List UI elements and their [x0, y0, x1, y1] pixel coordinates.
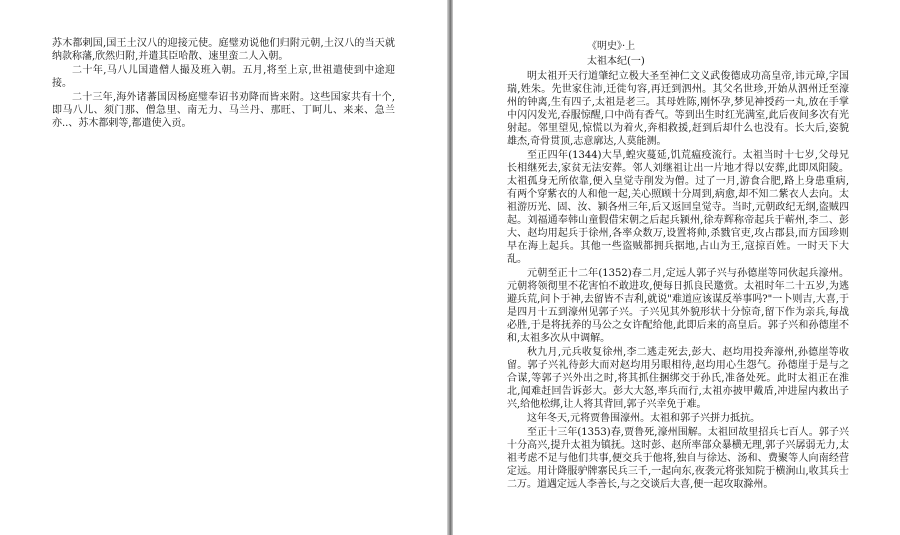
book-title: 《明史》·上	[587, 41, 636, 52]
right-paragraph-6: 至正十三年(1353)春,贾鲁死,濠州围解。太祖回故里招兵七百人。郭子兴十分高兴,提升太祖为镇抚。这时彭、赵所率部众暴横无理,郭子兴孱弱无力,太祖考虑不足与他们共事,便交兵于他将,独自与徐达、汤和、费聚等人向南经营定远。用计降服驴牌寨民兵三千,一起向东,夜袭元将张知院于横涧山,收其兵士二万。道遇定远人李善长,与之交谈后大喜,便一起攻取滁州。	[507, 427, 849, 490]
left-paragraph-3: 二十三年,海外诸蕃国因杨庭璧奉诏书劝降而皆来附。这些国家共有十个,即马八儿、须门那、僧急里、南无力、马兰丹、那旺、丁呵儿、来来、急兰亦..、苏木都剌等,都遣使入贡。	[52, 92, 395, 129]
right-paragraph-1: 明太祖开天行道肇纪立极大圣至神仁文义武俊德成功高皇帝,讳元璋,字国瑞,姓朱。先世家住沛,迁徙句容,再迁到泗州。其父名世珍,开始从泗州迁至濠州的钟离,生有四子,太祖是老三。其母姓陈,刚怀孕,梦见神授药一丸,放在手掌中闪闪发光,吞服惊醒,口中尚有香气。等到出生时红光满室,此后夜间多次有光射起。邻里望见,惊慌以为着火,奔相救援,赶到后却什么也没有。长大后,姿貌雄杰,奇骨贯顶,志意廓达,人莫能测。	[507, 71, 849, 147]
right-paragraph-5: 这年冬天,元将贾鲁围濠州。太祖和郭子兴拼力抵抗。	[527, 413, 761, 424]
chapter-title: 太祖本纪(一)	[587, 56, 645, 67]
right-paragraph-2: 至正四年(1344)大旱,蝗灾蔓延,饥荒瘟疫流行。太祖当时十七岁,父母兄长相继死去,家贫无法安葬。邻人刘继祖让出一片地才得以安葬,此即凤阳陵。太祖孤身无所依靠,便入皇觉寺削发为僧。过了一月,游食合肥,路上身患重病,有两个穿紫衣的人和他一起,关心照顾十分周到,病愈,却不知二紫衣人去向。太祖游历光、固、汝、颍各州三年,后又返回皇觉寺。当时,元朝政纪无纲,盗贼四起。刘福通奉韩山童假借宋朝之后起兵颍州,徐寿辉称帝起兵于蕲州,李二、彭大、赵均用起兵于徐州,各率众数万,设置将帅,杀戮官吏,攻占郡县,而方国珍则早在海上起兵。其他一些盗贼都拥兵据地,占山为王,寇掠百姓。一时天下大乱。	[507, 150, 849, 265]
right-paragraph-3: 元朝至正十二年(1352)春二月,定远人郭子兴与孙德崖等同伙起兵濠州。元朝将领彻里不花害怕不敢进攻,便每日抓良民邀赏。太祖时年二十五岁,为逃避兵荒,问卜于神,去留皆不吉利,就说"难道应该谋反举事吗?"一卜则吉,大喜,于是四月十五到濠州见郭子兴。子兴见其外貌形状十分惊奇,留下作为亲兵,每战必胜,于是将抚养的马公之女许配给他,此即后来的高皇后。郭子兴和孙德崖不和,太祖多次从中调解。	[507, 268, 849, 344]
right-paragraph-4: 秋九月,元兵收复徐州,李二逃走死去,彭大、赵均用投奔濠州,孙德崖等收留。郭子兴礼待彭大而对赵均用另眼相待,赵均用心生怨气。孙德崖于是与之合谋,等郭子兴外出之时,将其抓住捆绑交于孙氏,准备处死。此时太祖正在淮北,闻难赶回告诉彭大。彭大大怒,率兵而行,太祖亦披甲戴盾,冲进屋内救出子兴,给他松绑,让人将其背回,郭子兴幸免于难。	[507, 347, 849, 410]
left-paragraph-1: 苏木都剌国,国王土汉八的迎接元使。庭璧劝说他们归附元朝,土汉八的当天就纳款称藩,欣然归附,并遣其臣哈散、速里蛮二人入朝。	[52, 38, 395, 62]
right-page	[453, 0, 900, 535]
right-page-text	[507, 40, 849, 491]
left-page-text	[52, 37, 395, 130]
left-paragraph-2: 二十年,马八儿国遣僧人撮及班入朝。五月,将至上京,世祖遣使到中途迎接。	[52, 65, 395, 89]
left-page	[0, 0, 447, 535]
